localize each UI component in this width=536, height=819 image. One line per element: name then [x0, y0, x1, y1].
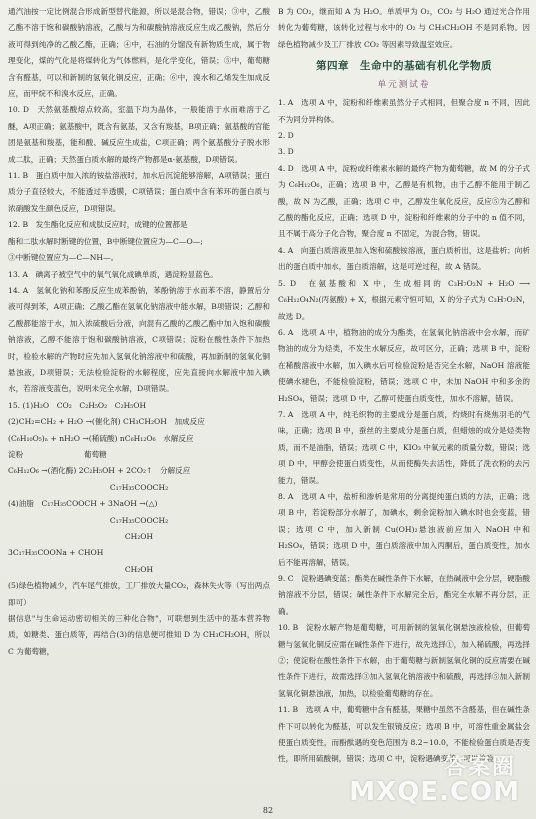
answer-14: 14. A 氢氧化钠和苯酚反应生成苯酚钠，苯酚钠溶于水而苯不溶，静置后分液可得到苯，A项正确；乙酸乙酯在氢氧化钠溶液中能水解，B项错误；乙醇和乙酸都能溶于水，加入浓硫酸后分液，向混有乙酸的乙酸乙酯中加入饱和碳酸钠溶液，乙醇不能溶于饱和碳酸钠溶液，C项错误；淀粉在酸性条件下加热时，检验水解的产物时应先加入氢氧化钠溶液中和硫酸，再加新制的氢氧化铜悬浊液，D项错误；无法检验淀粉的水解程度，应先直接向水解液中加入碘水，若溶液变蓝色，说明未完全水解，D项错误。: [8, 285, 270, 394]
left-column: [8, 4, 270, 800]
answer-item: 1. A 选项 A 中，淀粉和纤维素虽然分子式相同，但聚合度 n 不同，因此不为同分异构体。: [278, 98, 530, 124]
answer-13: 13. A 碘离子被空气中的氧气氧化成碘单质，遇淀粉显蓝色。: [8, 269, 218, 279]
watermark-url-text: MXQE.COM: [349, 777, 520, 807]
answer-item: 3. D: [278, 147, 294, 157]
right-column: [278, 4, 530, 800]
answer-15-1: 15. (1)H₂O CO₂ C₂H₅O₂ C₂H₅OH: [8, 400, 147, 410]
fat-structure-line1: C₁₇H₃₅COOCH₂: [109, 482, 169, 492]
equation-starch: (C₆H₁₀O₅)ₙ + nH₂O →(稀硫酸) nC₆H₁₂O₆ 水解反应: [8, 433, 194, 443]
answer-item: 4. D 选项 A 中，淀粉或纤维素水解的最终产物为葡萄糖，故 M 的分子式为 C₆H₁₂O₆，正确；选项 B 中，乙醇是有机物，由于乙醇不能用于制乙酸，故 N 为乙酸，正确；选项 C 中，乙醇发生氧化反应，反应⑤为乙醇和乙酸的酯化反应，正确；选项 D 中，淀粉和纤维素的分子中的 n 值不同，且不属于高分子化合物，聚合度 n 不固定，为混合物，错误。: [278, 163, 530, 239]
answer-12: 12. B 发生酯化反应和成肽反应时，成键的位置都是: [8, 220, 188, 230]
glycerol-line2: 3C₁₇H₃₅COONa + CHOH: [8, 548, 104, 558]
answer-item: 5. D 在氨基酸和 X 中，生成相同的 C₃H₇O₂N + H₂O ⟶ C₆H₁₂O₄N₂(丙氨酸) + X，根据元素守恒可知，X 的分子式为 C₃H₇O₂N，故选 D。: [278, 278, 530, 321]
answer-10: 10. D 天然氨基酸熔点较高，室温下均为晶体，一般能溶于水而难溶于乙醚，A项正确；氨基酸中，既含有氨基，又含有羧基，B项正确；氨基酸的官能团是氨基和羧基，能和酸、碱反应生成盐，C项正确；两个氨基酸分子脱水形成二肽，正确；天然蛋白质水解的最终产物都是α-氨基酸，D项错误。: [8, 105, 270, 164]
watermark-chinese-text: 答案圈: [443, 755, 516, 780]
fat-structure-line3: C₁₇H₃₅COOCH₂: [109, 515, 169, 525]
answer-item: 6. A 选项 A 中，植物油的成分为酯类，在氢氧化钠溶液中会水解，而矿物油的成分为烃类，不发生水解反应，故可区分，正确；选项 B 中，淀粉在稀酸溶液中水解，加入碘水后可检验淀粉是否完全水解，NaOH 溶液能使碘水褪色，不能检验淀粉，错误；选项 C 中，未加 NaOH 中和多余的 H₂SO₄，错误；选项 D 中，乙醇可使蛋白质变性，加水不溶解，错误。: [278, 327, 530, 403]
fat-structure-line2: (4)油脂 C₁₇H₃₅COOCH + 3NaOH →(△): [8, 499, 158, 509]
answer-15-explanation: 据信息"与生命运动密切相关的三种化合物"，可联想到生活中的基本营养物质，如糖类、蛋白质等，再结合(3)的信息便可推知 D 为 CH₃CH₂OH，所以 C 为葡萄糖，: [8, 614, 270, 656]
equation-starch-label: 淀粉 葡萄糖: [8, 449, 107, 459]
equation-glucose: C₆H₁₂O₆ →(酒化酶) 2C₂H₅OH + 2CO₂↑ 分解反应: [8, 466, 191, 476]
answer-item: 10. B 淀粉水解产物是葡萄糖，可用新制的氢氧化铜悬浊液检验，但葡萄糖与氢氧化铜反应需在碱性条件下进行，故先选择①，加入稀硫酸，再选择②；使淀粉在酸性条件下水解，由于葡萄糖与新制氢氧化铜的反应需要在碱性条件下进行，故需选择③加入氢氧化钠溶液中和硫酸，再选择⑤加入新制氢氧化铜悬浊液，加热，以检验葡萄糖的存在。: [278, 623, 530, 698]
answer-11: 11. B 蛋白质中加入浓的铵盐溶液时，加水后沉淀能够溶解，A项错误；蛋白质分子直径较大，不能透过半透膜，C项错误；蛋白质中含有苯环的蛋白质与浓硝酸发生颜色反应，D项错误。: [8, 171, 270, 213]
answer-item: 4. A 向蛋白质溶液里加入饱和硫酸铵溶液，蛋白质析出，这是盐析；向析出的蛋白质中加水，蛋白质溶解，这是可逆过程，故 A 错误。: [278, 245, 530, 272]
answer-paragraph: 通汽油按一定比例混合形成新型替代能源，所以是混合物，错误；③中，乙酸乙酯不溶于饱和碳酸钠溶液，乙酸与为和碳酸钠溶液反应生成乙酸钠，然后分液可得到纯净的乙酸乙酯，正确；④中，石油的分馏没有新物质生成，属于物理变化，煤的气化是将煤转化为气体燃料，是化学变化，错误；⑤中，葡萄糖含有醛基，可以和新制的氢氧化铜反应，正确；⑥中，溴水和乙烯发生加成反应，而甲烷不和溴水反应，正确。: [8, 7, 270, 99]
glycerol-line1: CH₂OH: [124, 532, 154, 541]
equation-ethene: (2)CH₂=CH₂ + H₂O →(催化剂) CH₃CH₂OH 加成反应: [8, 417, 205, 427]
answer-item: 7. A 选项 A 中，纯毛织物的主要成分是蛋白质，灼烧时有烧焦羽毛的气味，正确；选项 B 中，蚕丝的主要成分是蛋白质，但蜡烛的成分是烃类物质，而不是油脂，错误；选项 C 中，KIO₃ 中氧元素的质量分数，错误；选项 D 中，甲醇会使蛋白质变性，从而使酶失去活性，降低了洗衣粉的去污能力，错误。: [278, 409, 530, 485]
answer-12-cont2: ③中断键位置应为—C—NH—。: [8, 253, 119, 263]
unit-test-title: 单元测试卷: [377, 80, 431, 91]
answer-item: 11. B 选项 A 中，葡萄糖中含有醛基，果糖中虽然不含醛基，但在碱性条件下可以转化为醛基，可以发生银镜反应；选项 B 中，可溶性重金属盐会使蛋白质变性，而酚酞遇的变色范围为 8.2~10.0，不能检验蛋白质是否变性，即所用硫酸铜，错误；选项 C 中，淀粉遇碘变蓝，可以检验: [278, 705, 530, 764]
answer-15-5: (5)绿色植物减少，汽车尾气排放，工厂排放大量CO₂，森林失火等（写出两点即可）: [8, 581, 270, 607]
answer-15-cont: B 为 CO₂，继而知 A 为 H₂O。单质甲为 O₂，CO₂ 与 H₂O 通过光合作用转化为葡萄糖，该转化过程与水中的 O₂ 与 CH₃CH₂OH 不是同系物。因绿色植物减少及工厂排放 CO₂ 等因素导致温室效应。: [278, 7, 530, 49]
answer-item: 8. A 选项 A 中，盐析和渗析是常用的分离提纯蛋白质的方法，正确；选项 B 中，若淀粉部分水解了，加碘水，剩余淀粉加入碘水时也会变蓝，错误；选项 C 中，加入新制 Cu(OH)₂悬浊液前应加入 NaOH 中和 H₂SO₄，错误；选项 D 中，蛋白质溶液中加入丙酮后，蛋白质变性，加水后不能再溶解，错误。: [278, 491, 530, 567]
answer-12-cont: 酯和二肽水解时断键的位置，B中断键位置应为—C—O—;: [8, 236, 203, 246]
glycerol-line3: CH₂OH: [124, 564, 154, 574]
answer-item: 9. C 淀粉遇碘变蓝；酯类在碱性条件下水解，在热碱液中会分层，硬脂酸钠溶液不分层，错误；碱性条件下水解完全后，酯完全水解不再分层，正确。: [278, 574, 530, 616]
page-number: 82: [262, 806, 274, 815]
answer-item: 2. D: [278, 131, 294, 141]
chapter-title: 第四章 生命中的基础有机化学物质: [316, 60, 492, 73]
watermark-logo: [349, 745, 528, 815]
